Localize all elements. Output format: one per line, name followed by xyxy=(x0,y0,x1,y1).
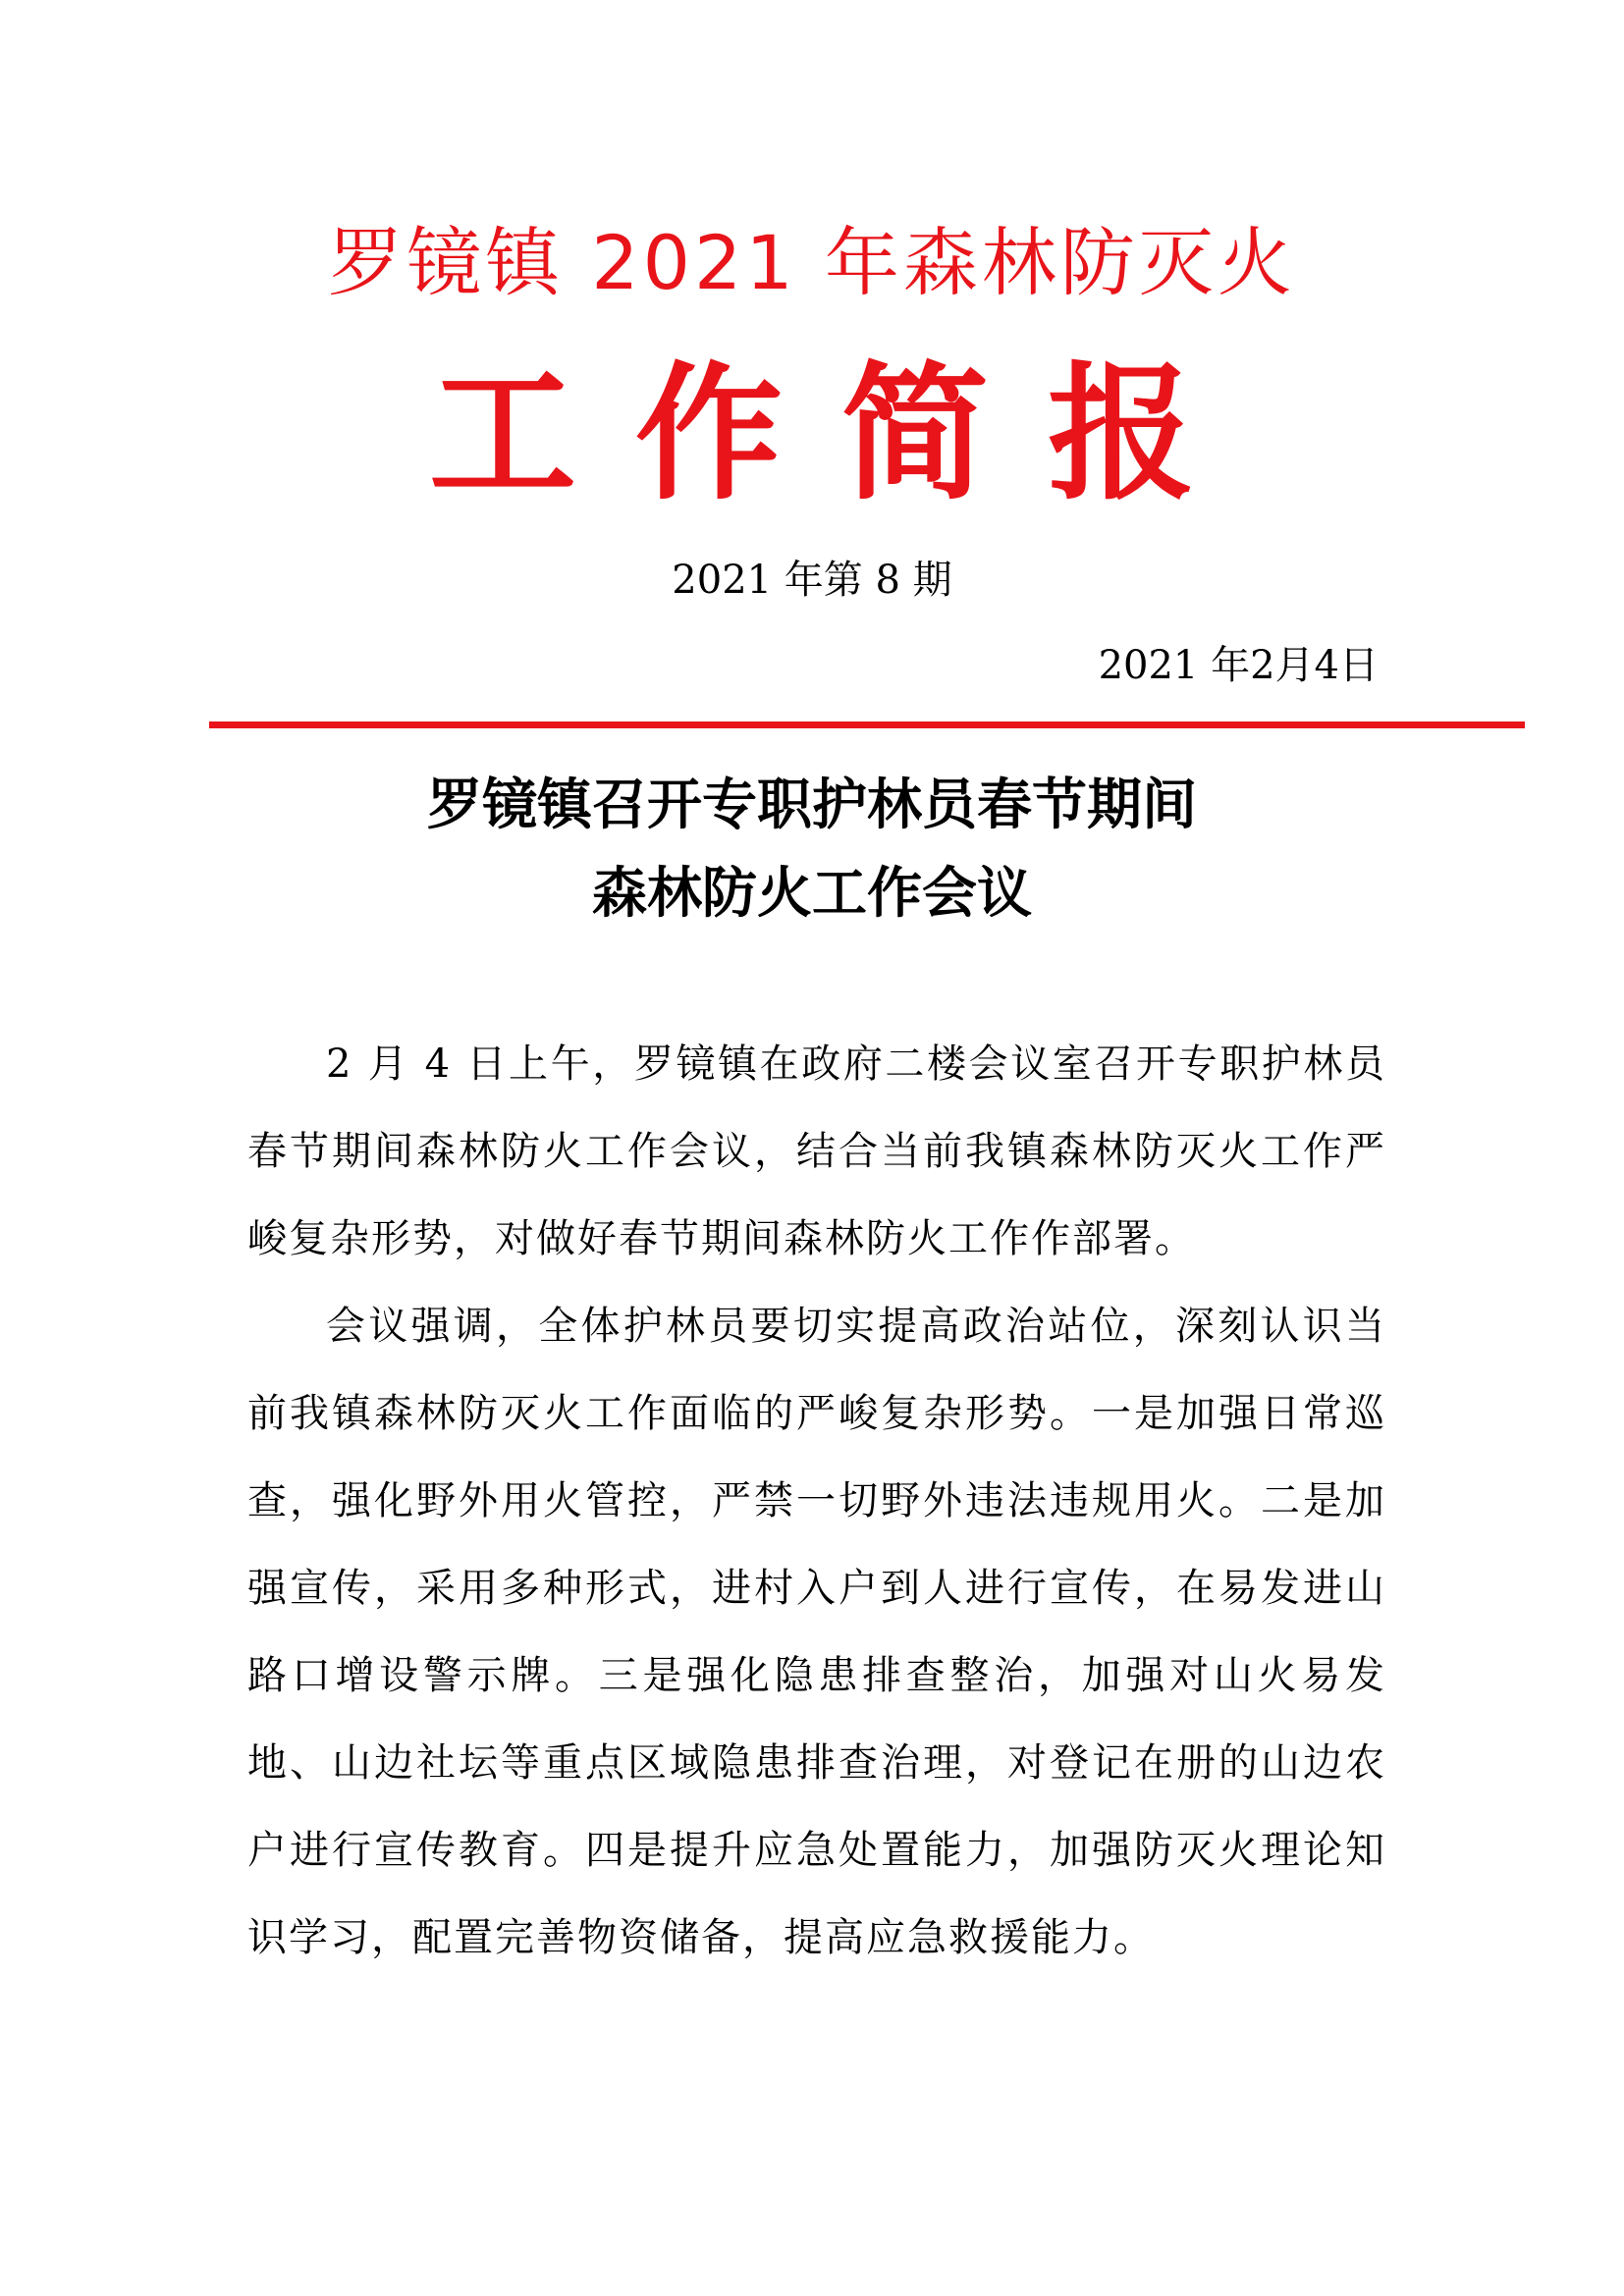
paragraph-1: 2 月 4 日上午，罗镜镇在政府二楼会议室召开专职护林员春节期间森林防火工作会议，结合当前我镇森林防灭火工作严峻复杂形势，对做好春节期间森林防火工作作部署。 xyxy=(247,1041,1386,1261)
masthead-subtitle: 工作简报 xyxy=(428,347,1254,520)
red-divider xyxy=(209,721,1525,728)
article-body xyxy=(247,1021,1386,1982)
article-title-line1: 罗镜镇召开专职护林员春节期间 xyxy=(427,774,1197,837)
paragraph-2: 会议强调，全体护林员要切实提高政治站位，深刻认识当前我镇森林防灭火工作面临的严峻复杂形势。一是加强日常巡查，强化野外用火管控，严禁一切野外违法违规用火。二是加强宣传，采用多种形式，进村入户到人进行宣传，在易发进山路口增设警示牌。三是强化隐患排查整治，加强对山火易发地、山边社坛等重点区域隐患排查治理，对登记在册的山边农户进行宣传教育。四是提升应急处置能力，加强防灭火理论知识学习，配置完善物资储备，提高应急救援能力。 xyxy=(247,1304,1386,1960)
article-title-line2: 森林防火工作会议 xyxy=(592,862,1032,926)
masthead-title: 罗镜镇 2021 年森林防灭火 xyxy=(328,219,1296,306)
article-title xyxy=(0,762,1624,938)
issue-number: 2021 年第 8 期 xyxy=(672,558,952,603)
issue-date: 2021 年2月4日 xyxy=(1098,643,1379,688)
